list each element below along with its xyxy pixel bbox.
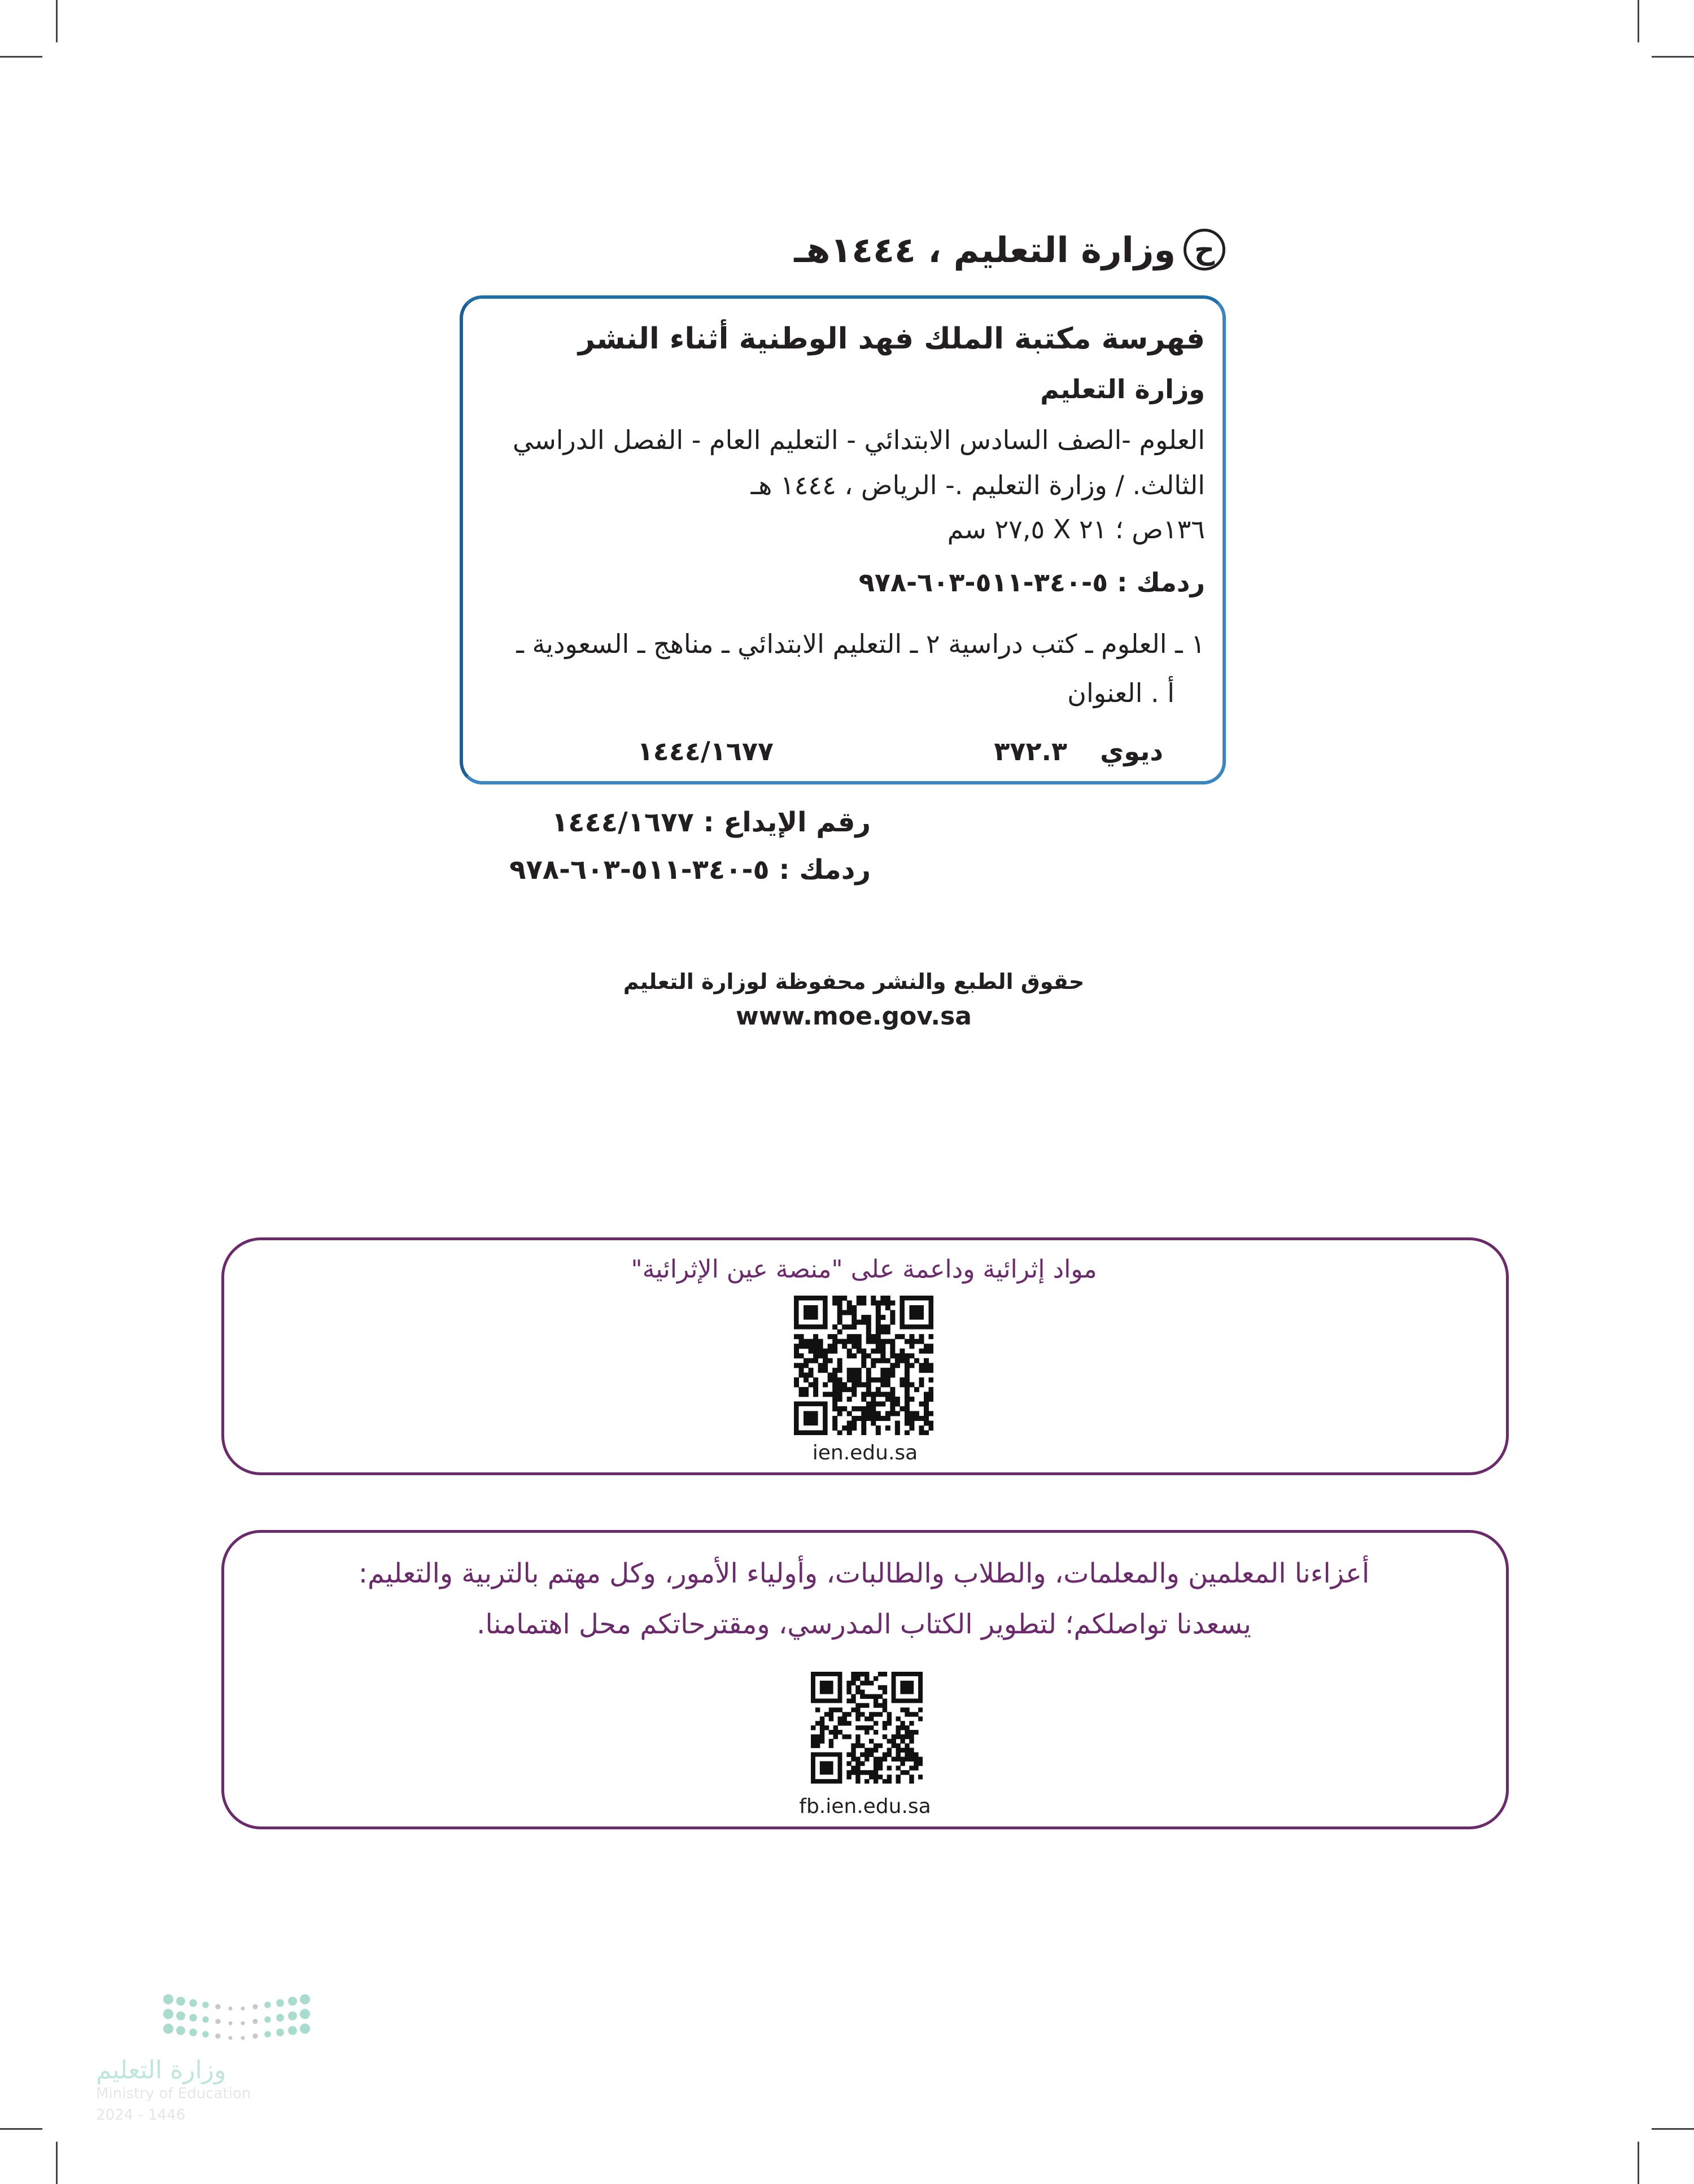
- ien-qr-label[interactable]: ien.edu.sa: [812, 1441, 918, 1464]
- deposit-number-line: رقم الإيداع : ١٤٤٤/١٦٧٧: [551, 807, 871, 838]
- crop-mark: [1652, 2128, 1694, 2130]
- crop-mark: [56, 2142, 58, 2184]
- logo-dots-icon: [96, 1988, 322, 2050]
- cip-title-entry: أ . العنوان: [1067, 678, 1175, 708]
- feedback-qr-label[interactable]: fb.ien.edu.sa: [799, 1795, 931, 1818]
- copyright-circle-icon: ح: [1184, 229, 1225, 271]
- isbn-line: ردمك : ٥-٣٤٠-٥١١-٦٠٣-٩٧٨: [509, 854, 871, 886]
- qr-code-icon[interactable]: [811, 1672, 923, 1784]
- cip-author: وزارة التعليم: [1040, 374, 1205, 404]
- logo-arabic: وزارة التعليم: [96, 2056, 226, 2085]
- ien-text: مواد إثرائية وداعمة على "منصة عين الإثرائية": [631, 1255, 1097, 1284]
- cip-deposit-number: ١٤٤٤/١٦٧٧: [637, 736, 774, 766]
- feedback-line1: أعزاءنا المعلمين والمعلمات، والطلاب والطالبات، وأولياء الأمور، وكل مهتم بالتربية والتعليم:: [358, 1558, 1370, 1589]
- cip-dewey-label: ديوي: [1100, 736, 1163, 766]
- crop-mark: [1652, 56, 1694, 58]
- cip-dewey-number: ٣٧٢.٣: [994, 736, 1067, 766]
- rights-text: حقوق الطبع والنشر محفوظة لوزارة التعليم: [623, 969, 1085, 994]
- cip-isbn: ردمك : ٥-٣٤٠-٥١١-٦٠٣-٩٧٨: [858, 567, 1205, 598]
- crop-mark: [1638, 2142, 1639, 2184]
- moe-url[interactable]: www.moe.gov.sa: [736, 1002, 972, 1031]
- copyright-header-text: وزارة التعليم ، ١٤٤٤هـ: [794, 229, 1176, 271]
- crop-mark: [1638, 0, 1639, 42]
- crop-mark: [0, 2128, 42, 2130]
- copyright-header: [794, 229, 1225, 271]
- crop-mark: [56, 0, 58, 42]
- crop-mark: [0, 56, 42, 58]
- logo-english: Ministry of Education: [96, 2085, 251, 2102]
- logo-years: 2024 - 1446: [96, 2107, 186, 2124]
- cip-line3: ١٣٦ص ؛ ٢١ X ٢٧,٥ سم: [947, 514, 1205, 544]
- qr-code-icon[interactable]: [794, 1296, 933, 1435]
- ministry-logo: [96, 1988, 322, 2124]
- cip-title: فهرسة مكتبة الملك فهد الوطنية أثناء النشر: [578, 322, 1205, 356]
- cip-line1: العلوم -الصف السادس الابتدائي - التعليم العام - الفصل الدراسي: [512, 425, 1205, 455]
- cip-subjects: ١ ـ العلوم ـ كتب دراسية ٢ ـ التعليم الابتدائي ـ مناهج ـ السعودية ـ: [516, 629, 1205, 659]
- cip-line2: الثالث. / وزارة التعليم .- الرياض ، ١٤٤٤ هـ: [750, 470, 1205, 500]
- feedback-line2: يسعدنا تواصلكم؛ لتطوير الكتاب المدرسي، ومقترحاتكم محل اهتمامنا.: [477, 1608, 1251, 1640]
